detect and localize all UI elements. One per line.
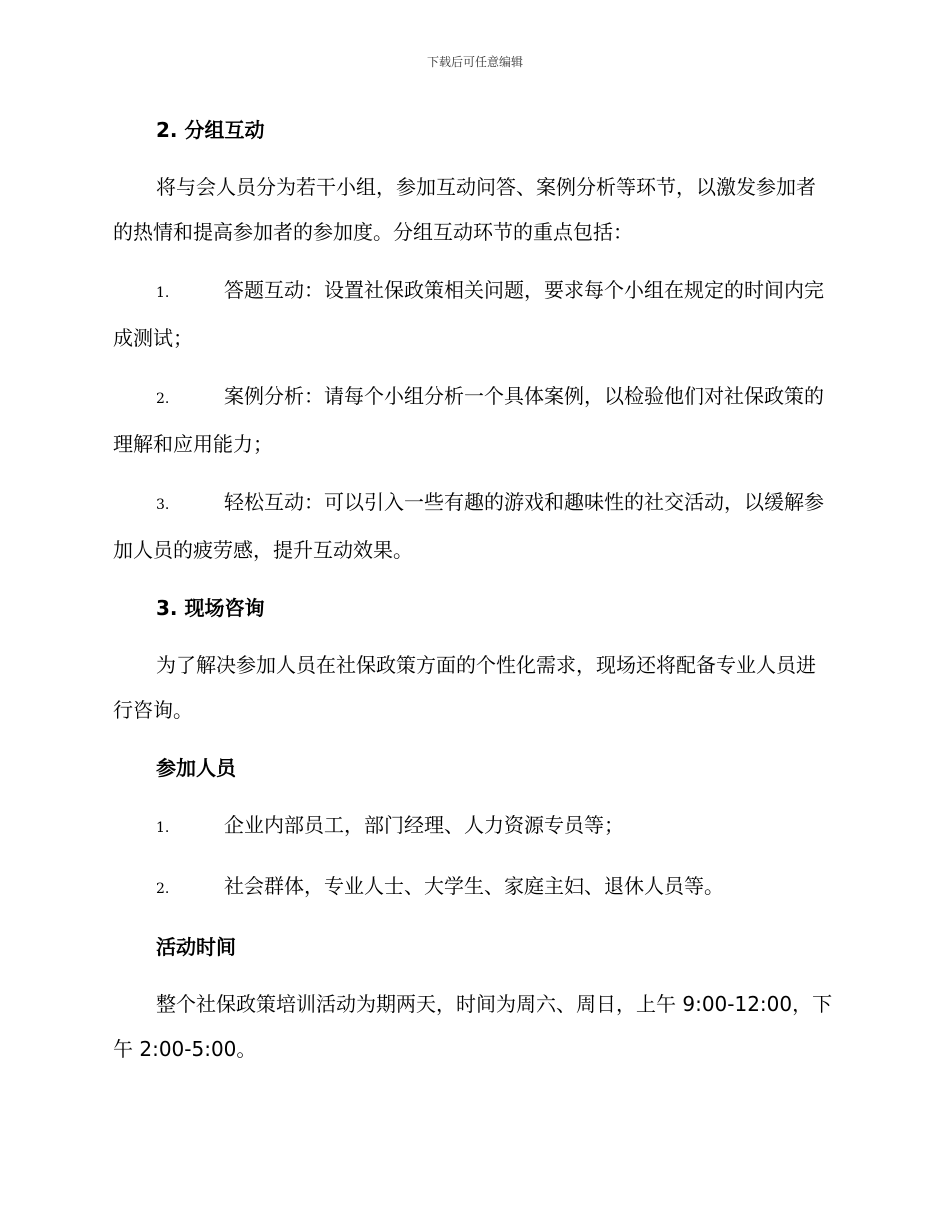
list-number: 3.: [156, 497, 170, 513]
document-body: [113, 108, 835, 1072]
list-item: [113, 480, 835, 573]
list-item: [113, 864, 835, 912]
consult-paragraph: 为了解决参加人员在社保政策方面的个性化需求，现场还将配备专业人员进行咨询。: [113, 653, 816, 722]
list-number: 1.: [156, 820, 170, 836]
list-number: 2.: [156, 391, 170, 407]
section-heading-participants: 参加人员: [156, 756, 236, 780]
section-heading-group: 2. 分组互动: [156, 118, 265, 142]
section-heading-time: 活动时间: [156, 935, 236, 959]
list-text: 案例分析：请每个小组分析一个具体案例，以检验他们对社保政策的理解和应用能力；: [113, 384, 824, 456]
group-intro-paragraph: 将与会人员分为若干小组，参加互动问答、案例分析等环节，以激发参加者的热情和提高参加者的参加度。分组互动环节的重点包括：: [113, 175, 816, 244]
list-text: 社会群体，专业人士、大学生、家庭主妇、退休人员等。: [224, 874, 724, 898]
list-number: 2.: [156, 881, 170, 897]
section-heading-consult: 3. 现场咨询: [156, 596, 265, 620]
list-text: 企业内部员工，部门经理、人力资源专员等；: [224, 813, 624, 837]
list-item: [113, 374, 835, 467]
list-text: 轻松互动：可以引入一些有趣的游戏和趣味性的社交活动，以缓解参加人员的疲劳感，提升互动效果。: [113, 490, 824, 562]
list-text: 答题互动：设置社保政策相关问题，要求每个小组在规定的时间内完成测试；: [113, 278, 824, 350]
page-header: 下载后可任意编辑: [426, 55, 523, 69]
list-item: [113, 803, 835, 851]
list-number: 1.: [156, 285, 170, 301]
list-item: [113, 268, 835, 361]
time-paragraph: 整个社保政策培训活动为期两天，时间为周六、周日，上午 9:00-12:00，下午 2:00-5:00。: [113, 992, 833, 1061]
